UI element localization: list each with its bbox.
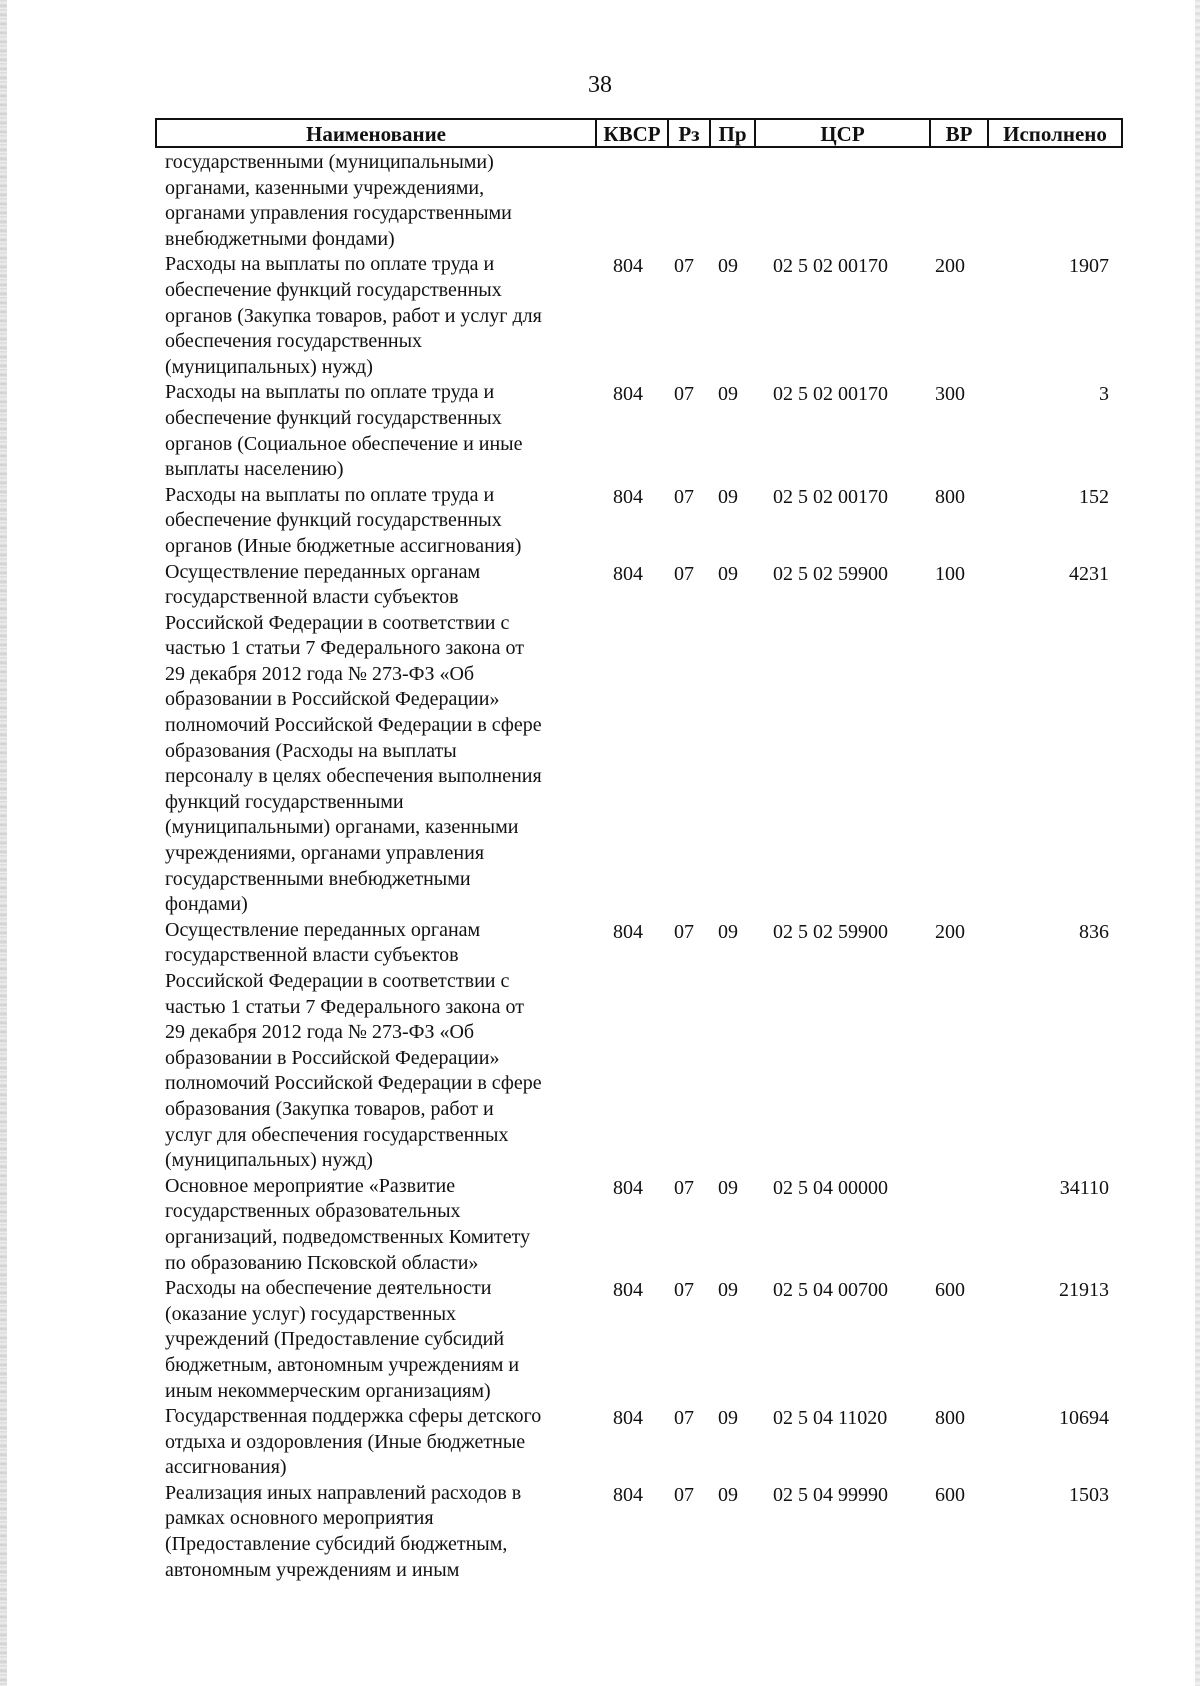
row-kvsr: 804 <box>613 1483 643 1506</box>
header-name: Наименование <box>157 120 597 146</box>
table-row <box>165 918 1115 1174</box>
row-rz: 07 <box>674 562 694 585</box>
row-vr: 600 <box>935 1483 965 1506</box>
table-row <box>165 150 1115 252</box>
row-pr: 09 <box>718 383 738 406</box>
row-vr: 200 <box>935 255 965 278</box>
header-pr: Пр <box>711 120 756 146</box>
row-pr: 09 <box>718 485 738 508</box>
row-name: Основное мероприятие «Развитие государственных образовательных организаций, подведомственных Комитету по образованию Псковской области» <box>165 1174 531 1274</box>
row-rz: 07 <box>674 1407 694 1430</box>
header-csr: ЦСР <box>756 120 931 146</box>
row-kvsr: 804 <box>613 562 643 585</box>
scan-edge-left <box>0 0 7 1686</box>
row-pr: 09 <box>718 920 738 943</box>
table-body <box>165 150 1115 1583</box>
row-csr: 02 5 04 11020 <box>773 1407 888 1430</box>
row-csr: 02 5 02 59900 <box>773 920 888 943</box>
table-row <box>165 560 1115 918</box>
row-csr: 02 5 02 00170 <box>773 383 888 406</box>
row-name: Расходы на обеспечение деятельности (оказание услуг) государственных учреждений (Предоставление субсидий бюджетным, автономным учреждениям и иным некоммерческим организациям) <box>165 1277 520 1402</box>
row-vr: 300 <box>935 383 965 406</box>
row-pr: 09 <box>718 255 738 278</box>
row-executed: 10694 <box>1059 1407 1109 1430</box>
row-kvsr: 804 <box>613 1407 643 1430</box>
row-csr: 02 5 02 00170 <box>773 485 888 508</box>
row-rz: 07 <box>674 383 694 406</box>
row-vr: 800 <box>935 485 965 508</box>
row-executed: 152 <box>1079 485 1109 508</box>
row-name: Расходы на выплаты по оплате труда и обеспечение функций государственных органов (Закупка товаров, работ и услуг для обеспечения государственных (муниципальных) нужд) <box>165 253 542 378</box>
row-pr: 09 <box>718 1483 738 1506</box>
row-pr: 09 <box>718 1176 738 1199</box>
row-kvsr: 804 <box>613 383 643 406</box>
row-pr: 09 <box>718 562 738 585</box>
table-row <box>165 483 1115 560</box>
row-name: Государственная поддержка сферы детского отдыха и оздоровления (Иные бюджетные ассигнования) <box>165 1405 542 1479</box>
row-vr: 200 <box>935 920 965 943</box>
table-row <box>165 1276 1115 1404</box>
row-vr: 100 <box>935 562 965 585</box>
row-executed: 1503 <box>1069 1483 1109 1506</box>
row-name: Реализация иных направлений расходов в рамках основного мероприятия (Предоставление субсидий бюджетным, автономным учреждениям и иным <box>165 1481 522 1581</box>
table-row <box>165 380 1115 482</box>
row-kvsr: 804 <box>613 255 643 278</box>
row-rz: 07 <box>674 255 694 278</box>
row-rz: 07 <box>674 1176 694 1199</box>
row-kvsr: 804 <box>613 485 643 508</box>
row-executed: 836 <box>1079 920 1109 943</box>
row-pr: 09 <box>718 1279 738 1302</box>
table-row <box>165 1174 1115 1276</box>
row-pr: 09 <box>718 1407 738 1430</box>
table-row <box>165 252 1115 380</box>
row-rz: 07 <box>674 485 694 508</box>
row-executed: 34110 <box>1059 1176 1109 1199</box>
page-number: 38 <box>588 72 612 98</box>
row-csr: 02 5 04 00700 <box>773 1279 888 1302</box>
row-csr: 02 5 04 00000 <box>773 1176 888 1199</box>
row-executed: 3 <box>1099 383 1109 406</box>
row-executed: 4231 <box>1069 562 1109 585</box>
header-rz: Рз <box>669 120 711 146</box>
table-row <box>165 1404 1115 1481</box>
row-csr: 02 5 02 59900 <box>773 562 888 585</box>
header-kvsr: КВСР <box>597 120 669 146</box>
row-name: государственными (муниципальными) органами, казенными учреждениями, органами управления государственными внебюджетными фондами) <box>165 151 512 250</box>
row-csr: 02 5 04 99990 <box>773 1483 888 1506</box>
table-row <box>165 1481 1115 1583</box>
row-vr: 600 <box>935 1279 965 1302</box>
row-name: Расходы на выплаты по оплате труда и обеспечение функций государственных органов (Иные бюджетные ассигнования) <box>165 483 522 557</box>
row-executed: 21913 <box>1059 1279 1109 1302</box>
scan-edge-right <box>1195 0 1200 1686</box>
row-kvsr: 804 <box>613 920 643 943</box>
row-executed: 1907 <box>1069 255 1109 278</box>
row-rz: 07 <box>674 920 694 943</box>
row-name: Расходы на выплаты по оплате труда и обеспечение функций государственных органов (Социальное обеспечение и иные выплаты населению) <box>165 381 523 481</box>
row-rz: 07 <box>674 1483 694 1506</box>
row-csr: 02 5 02 00170 <box>773 255 888 278</box>
table-header <box>155 118 1123 148</box>
header-executed: Исполнено <box>1003 122 1107 146</box>
row-name: Осуществление переданных органам государственной власти субъектов Российской Федерации в соответствии с частью 1 статьи 7 Федерального закона от 29 декабря 2012 года № 273-ФЗ «Об образовании в Российской Федерации» полномочий Российской Федерации в сфере образования (Закупка товаров, работ и услуг для обеспечения государственных (муниципальных) нужд) <box>165 918 542 1172</box>
row-kvsr: 804 <box>613 1279 643 1302</box>
row-rz: 07 <box>674 1279 694 1302</box>
header-vr: ВР <box>931 120 989 146</box>
row-name: Осуществление переданных органам государственной власти субъектов Российской Федерации в соответствии с частью 1 статьи 7 Федерального закона от 29 декабря 2012 года № 273-ФЗ «Об образовании в Российской Федерации» полномочий Российской Федерации в сфере образования (Расходы на выплаты персоналу в целях обеспечения выполнения функций государственными (муниципальными) органами, казенными учреждениями, органами управления государственными внебюджетными фондами) <box>165 560 542 916</box>
row-kvsr: 804 <box>613 1176 643 1199</box>
row-vr: 800 <box>935 1407 965 1430</box>
